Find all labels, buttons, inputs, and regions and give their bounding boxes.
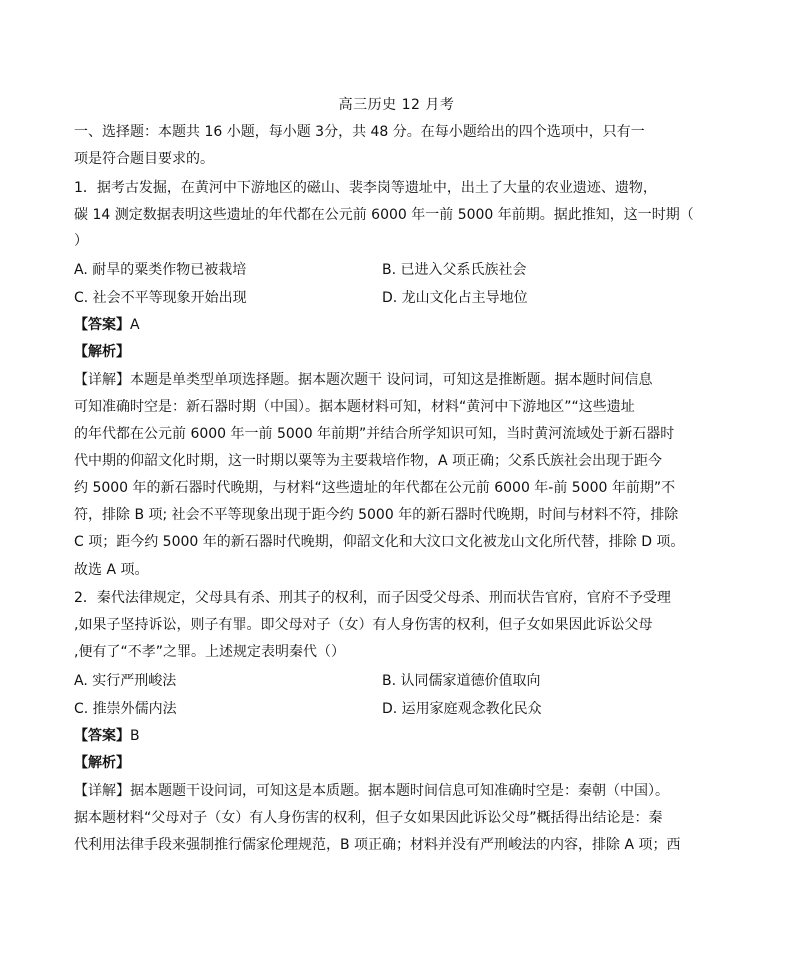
q1-detail-line-6: 符，排除 B 项; 社会不平等现象出现于距今约 5000 年的新石器时代晚期，时间与材料不符，排除 [74,507,679,523]
q2-stem-line-1: 2．秦代法律规定，父母具有杀、刑其子的权利，而子因受父母杀、刑而状告官府，官府不予受理 [74,590,671,606]
q1-detail-line-3: 的年代都在公元前 6000 年一前 5000 年前期”并结合所学知识可知，当时黄河流域处于新石器时 [74,426,675,442]
q1-detail-line-4: 代中期的仰韶文化时期，这一时期以粟等为主要栽培作物，A 项正确；父系氏族社会出现于距今 [74,453,663,469]
q2-stem-line-2: ,如果子坚持诉讼，则子有罪。即父母对子（女）有人身伤害的权利，但子女如果因此诉讼父母 [74,617,653,633]
q1-detail-line-1: 【详解】本题是单类型单项选择题。据本题次题干 设问词，可知这是推断题。据本题时间信息 [74,372,653,388]
q2-answer-label: 【答案】 [74,728,130,744]
q1-option-d: D. 龙山文化占主导地位 [382,290,528,306]
q1-stem-line-1: 1．据考古发掘，在黄河中下游地区的磁山、裴李岗等遗址中，出土了大量的农业遗迹、遗物， [74,180,657,196]
q2-option-a: A. 实行严刑峻法 [74,673,177,689]
q2-option-d: D. 运用家庭观念教化民众 [382,701,542,717]
q1-option-c: C. 社会不平等现象开始出现 [74,290,247,306]
q2-detail-line-2: 据本题材料“父母对子（女）有人身伤害的权利，但子女如果因此诉讼父母”概括得出结论是：秦 [74,810,663,826]
q1-stem-line-3: ） [74,233,88,249]
q1-answer [74,315,140,335]
section-instruction-line-1: 一、选择题：本题共 16 小题，每小题 3分，共 48 分。在每小题给出的四个选项中，只有一 [74,124,645,140]
q2-analysis-label: 【解析】 [74,755,130,771]
q2-option-b: B. 认同儒家道德价值取向 [382,673,541,689]
page-title: 高三历史 12 月考 [338,97,455,113]
q2-detail-line-1: 【详解】据本题题干设问词，可知这是本质题。据本题时间信息可知准确时空是：秦朝（中国）。 [74,783,669,799]
q2-option-c: C. 推崇外儒内法 [74,701,177,717]
q1-answer-label: 【答案】 [74,317,130,333]
q2-stem-line-3: ,便有了“不孝”之罪。上述规定表明秦代（） [74,644,345,660]
q2-answer-value: B [130,728,140,744]
q2-answer [74,726,140,746]
q1-detail-line-8: 故选 A 项。 [74,562,149,578]
q1-detail-line-7: C 项；距今约 5000 年的新石器时代晚期，仰韶文化和大汶口文化被龙山文化所代替，排除 D 项。 [74,534,685,550]
q1-answer-value: A [130,317,140,333]
q1-option-a: A. 耐旱的粟类作物已被栽培 [74,262,247,278]
q1-analysis-label: 【解析】 [74,344,130,360]
q1-detail-line-2: 可知准确时空是：新石器时期（中国）。据本题材料可知，材料“黄河中下游地区”“这些遗址 [74,399,635,415]
section-instruction-line-2: 项是符合题目要求的。 [74,151,214,167]
q1-detail-line-5: 约 5000 年的新石器时代晚期，与材料“这些遗址的年代都在公元前 6000 年-前 5000 年前期”不 [74,480,676,496]
q2-detail-line-3: 代利用法律手段来强制推行儒家伦理规范，B 项正确；材料并没有严刑峻法的内容，排除 A 项；西 [74,837,681,853]
q1-option-b: B. 已进入父系氏族社会 [382,262,527,278]
q1-stem-line-2: 碳 14 测定数据表明这些遗址的年代都在公元前 6000 年一前 5000 年前期。据此推知，这一时期（ [74,207,694,223]
